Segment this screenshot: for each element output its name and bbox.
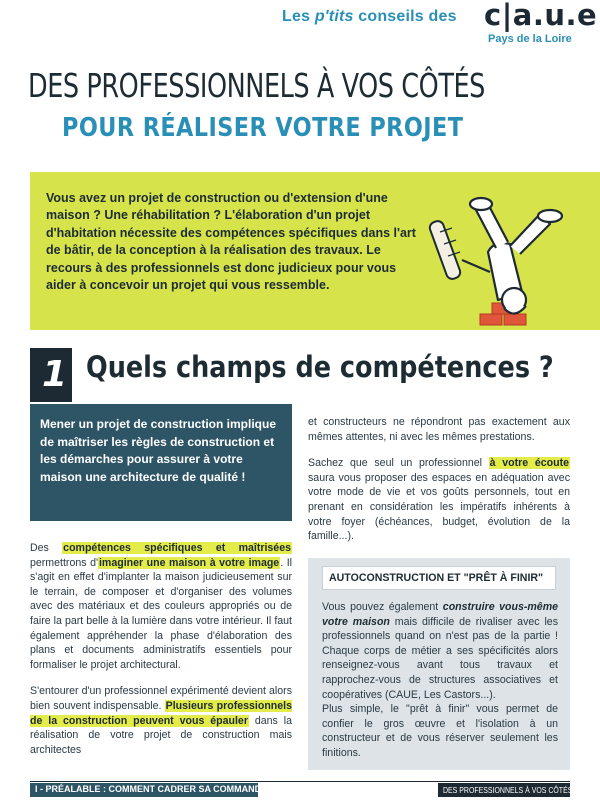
section-callout: [30, 404, 292, 521]
left-column: [30, 541, 292, 769]
highlight: Plusieurs professionnels de la construction peuvent vous épauler: [30, 699, 292, 727]
autoconstruction-paragraph-1: Vous pouvez également construire vous-même votre maison mais difficile de rivaliser avec les professionnels quand on n'est pas de la partie ! Chaque corps de métier a ses spécificités alors renseignez-vous avant tous travaux et rapprochez-vous de structures associatives et coopératives (CAUE, Les Castors...).: [322, 601, 559, 701]
brand-tagline: Les p'tits conseils des: [282, 8, 457, 25]
highlight: compétences spécifiques et maîtrisées: [63, 542, 291, 554]
footer-chapter: I - PRÉALABLE : COMMENT CADRER SA COMMANDE: [30, 783, 258, 797]
autoconstruction-box-body: [322, 600, 558, 761]
autoconstruction-box-header: AUTOCONSTRUCTION ET "PRÊT À FINIR": [322, 566, 556, 590]
highlight: à votre écoute: [489, 457, 569, 470]
caue-logo: c|a.u.e: [484, 0, 598, 32]
right-paragraph-1: et constructeurs ne répondront pas exactement aux mêmes attentes, ni avec les mêmes prestations.: [308, 416, 570, 443]
intro-text: Vous avez un projet de construction ou d'extension d'une maison ? Une réhabilitation ? L'élaboration d'un projet d'habitation nécessite des compétences spécifiques dans l'art de bâtir, de la conception à la réalisation des travaux. Le recours à des professionnels est donc judicieux pour vous aider à concevoir un projet qui vous ressemble.: [46, 191, 416, 293]
right-paragraph-2: Sachez que seul un professionnel à votre écoute saura vous proposer des espaces en adéquation avec votre mode de vie et vos goûts personnels, tout en prenant en considération les impératifs inhérents à votre foyer (échéances, budget, évolution de la famille...).: [308, 457, 570, 543]
footer-rule: [30, 781, 570, 782]
autoconstruction-paragraph-2: Plus simple, le "prêt à finir" vous permet de confier le gros œuvre et l'isolation à un constructeur et de vous réserver seulement les finitions.: [322, 703, 558, 759]
footer-doc-title: DES PROFESSIONNELS À VOS CÔTÉS: [438, 783, 570, 797]
builder-mascot-icon: [418, 182, 578, 342]
section-callout-text: Mener un projet de construction implique de maîtriser les règles de construction et les démarches pour assurer à votre maison une architecture de qualité !: [40, 417, 277, 484]
right-column: [308, 415, 570, 556]
highlight: imaginer une maison à votre image: [98, 556, 280, 569]
section-number-badge: 1: [30, 348, 72, 402]
left-paragraph-1: Des compétences spécifiques et maîtrisées permettrons d'imaginer une maison à votre image. Il s'agit en effet d'implanter la maison judicieusement sur le terrain, de composer et d'organiser des volumes avec des matériaux et des couleurs appropriés ou de faire la part belle à la lumière dans votre intérieur. Il faut également appréhender la phase d'élaboration des plans et documents administratifs essentiels pour formaliser le projet architectural.: [30, 542, 292, 671]
page-subtitle: POUR RÉALISER VOTRE PROJET: [62, 113, 464, 143]
section-title: Quels champs de compétences ?: [86, 350, 554, 384]
left-paragraph-2: S'entourer d'un professionnel expérimenté devient alors bien souvent indispensable. Plusieurs professionnels de la construction peuvent vous épauler dans la réalisation de votre projet de construction mais architectes: [30, 685, 292, 756]
autoconstruction-box: [308, 558, 570, 770]
page-header: [0, 0, 600, 46]
page-title: DES PROFESSIONNELS À VOS CÔTÉS: [28, 66, 485, 105]
caue-region: Pays de la Loire: [488, 33, 572, 45]
